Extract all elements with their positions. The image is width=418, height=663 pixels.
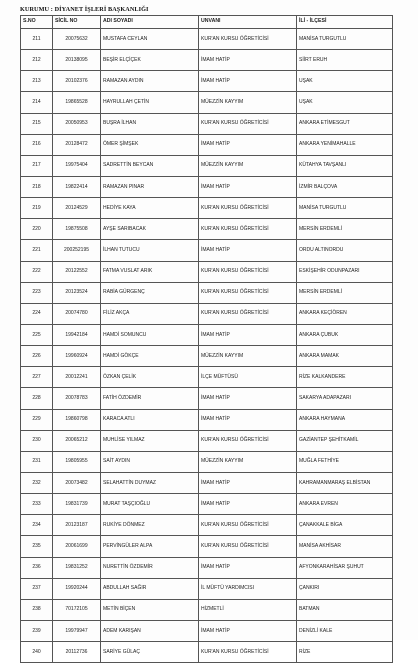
cell-name: HAMDİ SOMUNCU [101,324,199,345]
table-row [21,472,393,493]
cell-title: KUR'AN KURSU ÖĞRETİCİSİ [199,515,297,536]
cell-title: İMAM HATİP [199,409,297,430]
column-header-sicil: SİCİL NO [53,16,101,29]
cell-sno: 221 [21,240,53,261]
table-row [21,240,393,261]
column-header-name: ADI SOYADI [101,16,199,29]
table-row [21,282,393,303]
table-row [21,176,393,197]
table-row [21,134,393,155]
cell-sicil: 19920244 [53,578,101,599]
cell-location: İZMİR BALÇOVA [297,176,393,197]
institution-heading: KURUMU : DİYANET İŞLERİ BAŞKANLIĞI [20,6,149,13]
cell-name: ABDULLAH SAĞIR [101,578,199,599]
cell-name: RAMAZAN AYDIN [101,71,199,92]
cell-sicil: 19975404 [53,155,101,176]
cell-location: BATMAN [297,599,393,620]
cell-title: KUR'AN KURSU ÖĞRETİCİSİ [199,261,297,282]
table-row [21,620,393,641]
cell-sno: 212 [21,50,53,71]
table-row [21,557,393,578]
cell-sicil: 19865528 [53,92,101,113]
cell-sicil: 20012241 [53,367,101,388]
table-row [21,219,393,240]
cell-location: RİZE KALKANDERE [297,367,393,388]
cell-sno: 240 [21,642,53,663]
cell-name: SADRETTİN BEYCAN [101,155,199,176]
cell-title: MÜEZZİN KAYYIM [199,92,297,113]
table-row [21,642,393,663]
cell-title: HİZMETLİ [199,599,297,620]
personnel-table [20,15,393,663]
column-header-location: İLİ - İLÇESİ [297,16,393,29]
cell-name: KARACA ATLI [101,409,199,430]
cell-title: KUR'AN KURSU ÖĞRETİCİSİ [199,303,297,324]
cell-title: İMAM HATİP [199,324,297,345]
table-row [21,113,393,134]
table-row [21,346,393,367]
cell-location: UŞAK [297,92,393,113]
cell-sicil: 19805955 [53,451,101,472]
cell-title: İMAM HATİP [199,176,297,197]
table-row [21,494,393,515]
cell-title: KUR'AN KURSU ÖĞRETİCİSİ [199,198,297,219]
cell-name: İLHAN TUTUCU [101,240,199,261]
table-row [21,303,393,324]
cell-sicil: 70172105 [53,599,101,620]
cell-location: KAHRAMANMARAŞ ELBİSTAN [297,472,393,493]
cell-name: ÖMER ŞİMŞEK [101,134,199,155]
cell-sicil: 20074780 [53,303,101,324]
cell-sno: 235 [21,536,53,557]
cell-name: RABİA GÜRGENÇ [101,282,199,303]
cell-sno: 215 [21,113,53,134]
cell-location: ANKARA KEÇİÖREN [297,303,393,324]
cell-sicil: 19875508 [53,219,101,240]
cell-location: ORDU ALTINORDU [297,240,393,261]
cell-name: FATİH ÖZDEMİR [101,388,199,409]
cell-title: İL MÜFTÜ YARDIMCISI [199,578,297,599]
cell-title: İMAM HATİP [199,620,297,641]
cell-sicil: 19960924 [53,346,101,367]
cell-sno: 237 [21,578,53,599]
cell-name: SELAHATTİN DUYMAZ [101,472,199,493]
cell-sicil: 20075632 [53,29,101,50]
table-row [21,367,393,388]
table-row [21,92,393,113]
cell-sno: 231 [21,451,53,472]
cell-sno: 223 [21,282,53,303]
cell-sicil: 20124529 [53,198,101,219]
cell-sicil: 20050953 [53,113,101,134]
cell-sno: 226 [21,346,53,367]
cell-sicil: 20078783 [53,388,101,409]
cell-sicil: 20065212 [53,430,101,451]
cell-name: RUKİYE DÖNMEZ [101,515,199,536]
table-row [21,388,393,409]
cell-name: SAİT AYDIN [101,451,199,472]
cell-sno: 238 [21,599,53,620]
table-row [21,430,393,451]
cell-location: KÜTAHYA TAVŞANLI [297,155,393,176]
cell-title: KUR'AN KURSU ÖĞRETİCİSİ [199,642,297,663]
cell-location: MERSİN ERDEMLİ [297,282,393,303]
cell-title: İMAM HATİP [199,494,297,515]
cell-name: MUSTAFA CEYLAN [101,29,199,50]
cell-name: HAMDİ GÖKÇE [101,346,199,367]
cell-sicil: 20122552 [53,261,101,282]
table-row [21,324,393,345]
table-row [21,29,393,50]
cell-name: PERVİNGÜLER ALPA [101,536,199,557]
cell-title: KUR'AN KURSU ÖĞRETİCİSİ [199,113,297,134]
cell-sno: 217 [21,155,53,176]
cell-sno: 234 [21,515,53,536]
cell-name: ADEM KARIŞAN [101,620,199,641]
cell-sicil: 20123187 [53,515,101,536]
table-row [21,599,393,620]
cell-sicil: 19822414 [53,176,101,197]
cell-location: MERSİN ERDEMLİ [297,219,393,240]
cell-name: BEŞİR ELÇİÇEK [101,50,199,71]
column-header-title: UNVANI [199,16,297,29]
table-row [21,198,393,219]
cell-sicil: 19860798 [53,409,101,430]
cell-title: İMAM HATİP [199,472,297,493]
cell-sno: 229 [21,409,53,430]
cell-title: MÜEZZİN KAYYIM [199,346,297,367]
cell-sno: 239 [21,620,53,641]
table-row [21,409,393,430]
cell-sno: 227 [21,367,53,388]
cell-location: ANKARA YENİMAHALLE [297,134,393,155]
cell-name: MURAT TAŞÇIOĞLU [101,494,199,515]
cell-name: FATMA VUSLAT ARIK [101,261,199,282]
cell-name: NURETTİN ÖZDEMİR [101,557,199,578]
cell-title: İMAM HATİP [199,240,297,261]
cell-title: İMAM HATİP [199,50,297,71]
table-row [21,71,393,92]
cell-title: KUR'AN KURSU ÖĞRETİCİSİ [199,219,297,240]
cell-sno: 219 [21,198,53,219]
cell-sno: 211 [21,29,53,50]
table-row [21,451,393,472]
cell-sno: 222 [21,261,53,282]
cell-location: ÇANKIRI [297,578,393,599]
cell-title: İMAM HATİP [199,557,297,578]
cell-location: ESKİŞEHİR ODUNPAZARI [297,261,393,282]
cell-sno: 218 [21,176,53,197]
cell-sicil: 20128472 [53,134,101,155]
table-row [21,578,393,599]
cell-location: ANKARA MAMAK [297,346,393,367]
cell-name: HAYRULLAH ÇETİN [101,92,199,113]
cell-location: UŞAK [297,71,393,92]
cell-location: ANKARA EVREN [297,494,393,515]
cell-title: İLÇE MÜFTÜSÜ [199,367,297,388]
column-header-sno: S.NO [21,16,53,29]
cell-name: BUŞRA İLHAN [101,113,199,134]
cell-sno: 228 [21,388,53,409]
cell-location: MANİSA TURGUTLU [297,198,393,219]
cell-name: MUHLİSE YILMAZ [101,430,199,451]
cell-location: MUĞLA FETHİYE [297,451,393,472]
cell-sicil: 20112736 [53,642,101,663]
cell-title: KUR'AN KURSU ÖĞRETİCİSİ [199,536,297,557]
cell-location: SAKARYA ADAPAZARI [297,388,393,409]
table-row [21,536,393,557]
table-body [21,29,393,663]
cell-name: METİN BİÇEN [101,599,199,620]
cell-sno: 224 [21,303,53,324]
table-row [21,50,393,71]
cell-location: ANKARA HAYMANA [297,409,393,430]
table-row [21,515,393,536]
cell-location: DENİZLİ KALE [297,620,393,641]
cell-location: ANKARA ETİMESGUT [297,113,393,134]
cell-title: MÜEZZİN KAYYIM [199,155,297,176]
cell-location: AFYONKARAHİSAR ŞUHUT [297,557,393,578]
cell-name: SARİYE GÜLAÇ [101,642,199,663]
cell-sicil: 200252195 [53,240,101,261]
cell-sno: 213 [21,71,53,92]
cell-sicil: 20061699 [53,536,101,557]
cell-location: SİİRT ERUH [297,50,393,71]
cell-sicil: 20123524 [53,282,101,303]
cell-location: RİZE [297,642,393,663]
cell-sicil: 20073482 [53,472,101,493]
cell-location: GAZİANTEP ŞEHİTKAMİL [297,430,393,451]
cell-sicil: 19942184 [53,324,101,345]
cell-title: KUR'AN KURSU ÖĞRETİCİSİ [199,282,297,303]
cell-sicil: 19831739 [53,494,101,515]
cell-sno: 225 [21,324,53,345]
cell-name: FİLİZ AKÇA [101,303,199,324]
cell-sno: 233 [21,494,53,515]
cell-title: KUR'AN KURSU ÖĞRETİCİSİ [199,29,297,50]
table-row [21,261,393,282]
cell-name: AYŞE SARIBACAK [101,219,199,240]
cell-sicil: 19831252 [53,557,101,578]
cell-title: İMAM HATİP [199,134,297,155]
cell-location: ÇANAKKALE BİGA [297,515,393,536]
cell-sicil: 20102376 [53,71,101,92]
cell-sno: 220 [21,219,53,240]
cell-name: ÖZKAN ÇELİK [101,367,199,388]
cell-sicil: 19979947 [53,620,101,641]
cell-title: İMAM HATİP [199,71,297,92]
cell-title: İMAM HATİP [199,388,297,409]
cell-sno: 230 [21,430,53,451]
cell-title: KUR'AN KURSU ÖĞRETİCİSİ [199,430,297,451]
cell-sno: 232 [21,472,53,493]
cell-sno: 214 [21,92,53,113]
cell-sno: 216 [21,134,53,155]
cell-name: HEDİYE KAYA [101,198,199,219]
cell-sno: 236 [21,557,53,578]
table-header-row [21,16,393,29]
table-row [21,155,393,176]
cell-sicil: 20138095 [53,50,101,71]
cell-title: MÜEZZİN KAYYIM [199,451,297,472]
cell-location: MANİSA TURGUTLU [297,29,393,50]
cell-location: MANİSA AKHİSAR [297,536,393,557]
cell-location: ANKARA ÇUBUK [297,324,393,345]
cell-name: RAMAZAN PINAR [101,176,199,197]
